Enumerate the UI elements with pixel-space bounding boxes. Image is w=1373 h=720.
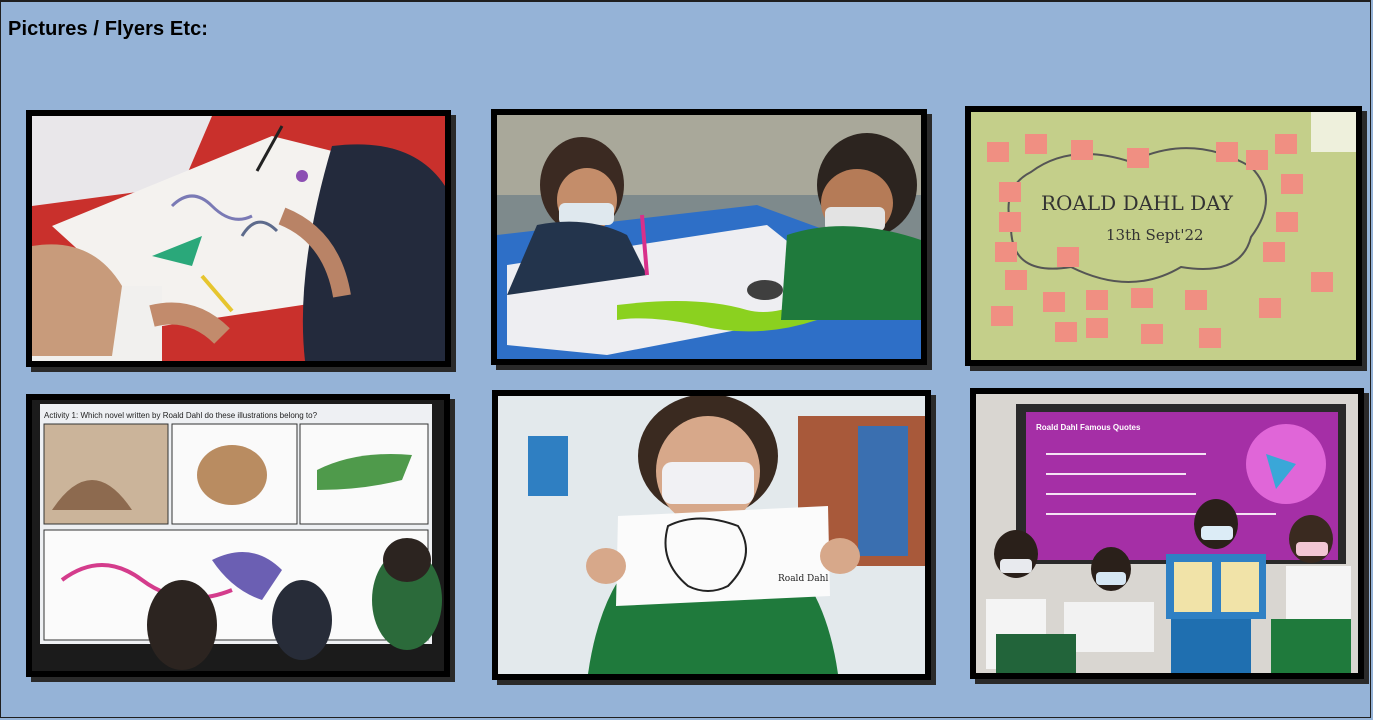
photo-interactive-screen <box>26 394 450 677</box>
screen-quotes-title: Roald Dahl Famous Quotes <box>1036 423 1141 432</box>
photo-quotes-posters <box>970 388 1364 679</box>
photo-crocodile-drawing <box>491 109 927 365</box>
sketch-signature-text: Roald Dahl <box>778 574 829 584</box>
photo-sticky-notes-board <box>965 106 1362 366</box>
photo-girl-holding-sketch <box>492 390 931 680</box>
screen-activity-text: Activity 1: Which novel written by Roald Dahl do these illustrations belong to? <box>44 411 318 420</box>
photo-children-drawing <box>26 110 451 367</box>
board-date-text: 13th Sept'22 <box>1106 226 1204 244</box>
section-heading: Pictures / Flyers Etc: <box>8 18 209 40</box>
board-title-text: ROALD DAHL DAY <box>1041 191 1234 215</box>
